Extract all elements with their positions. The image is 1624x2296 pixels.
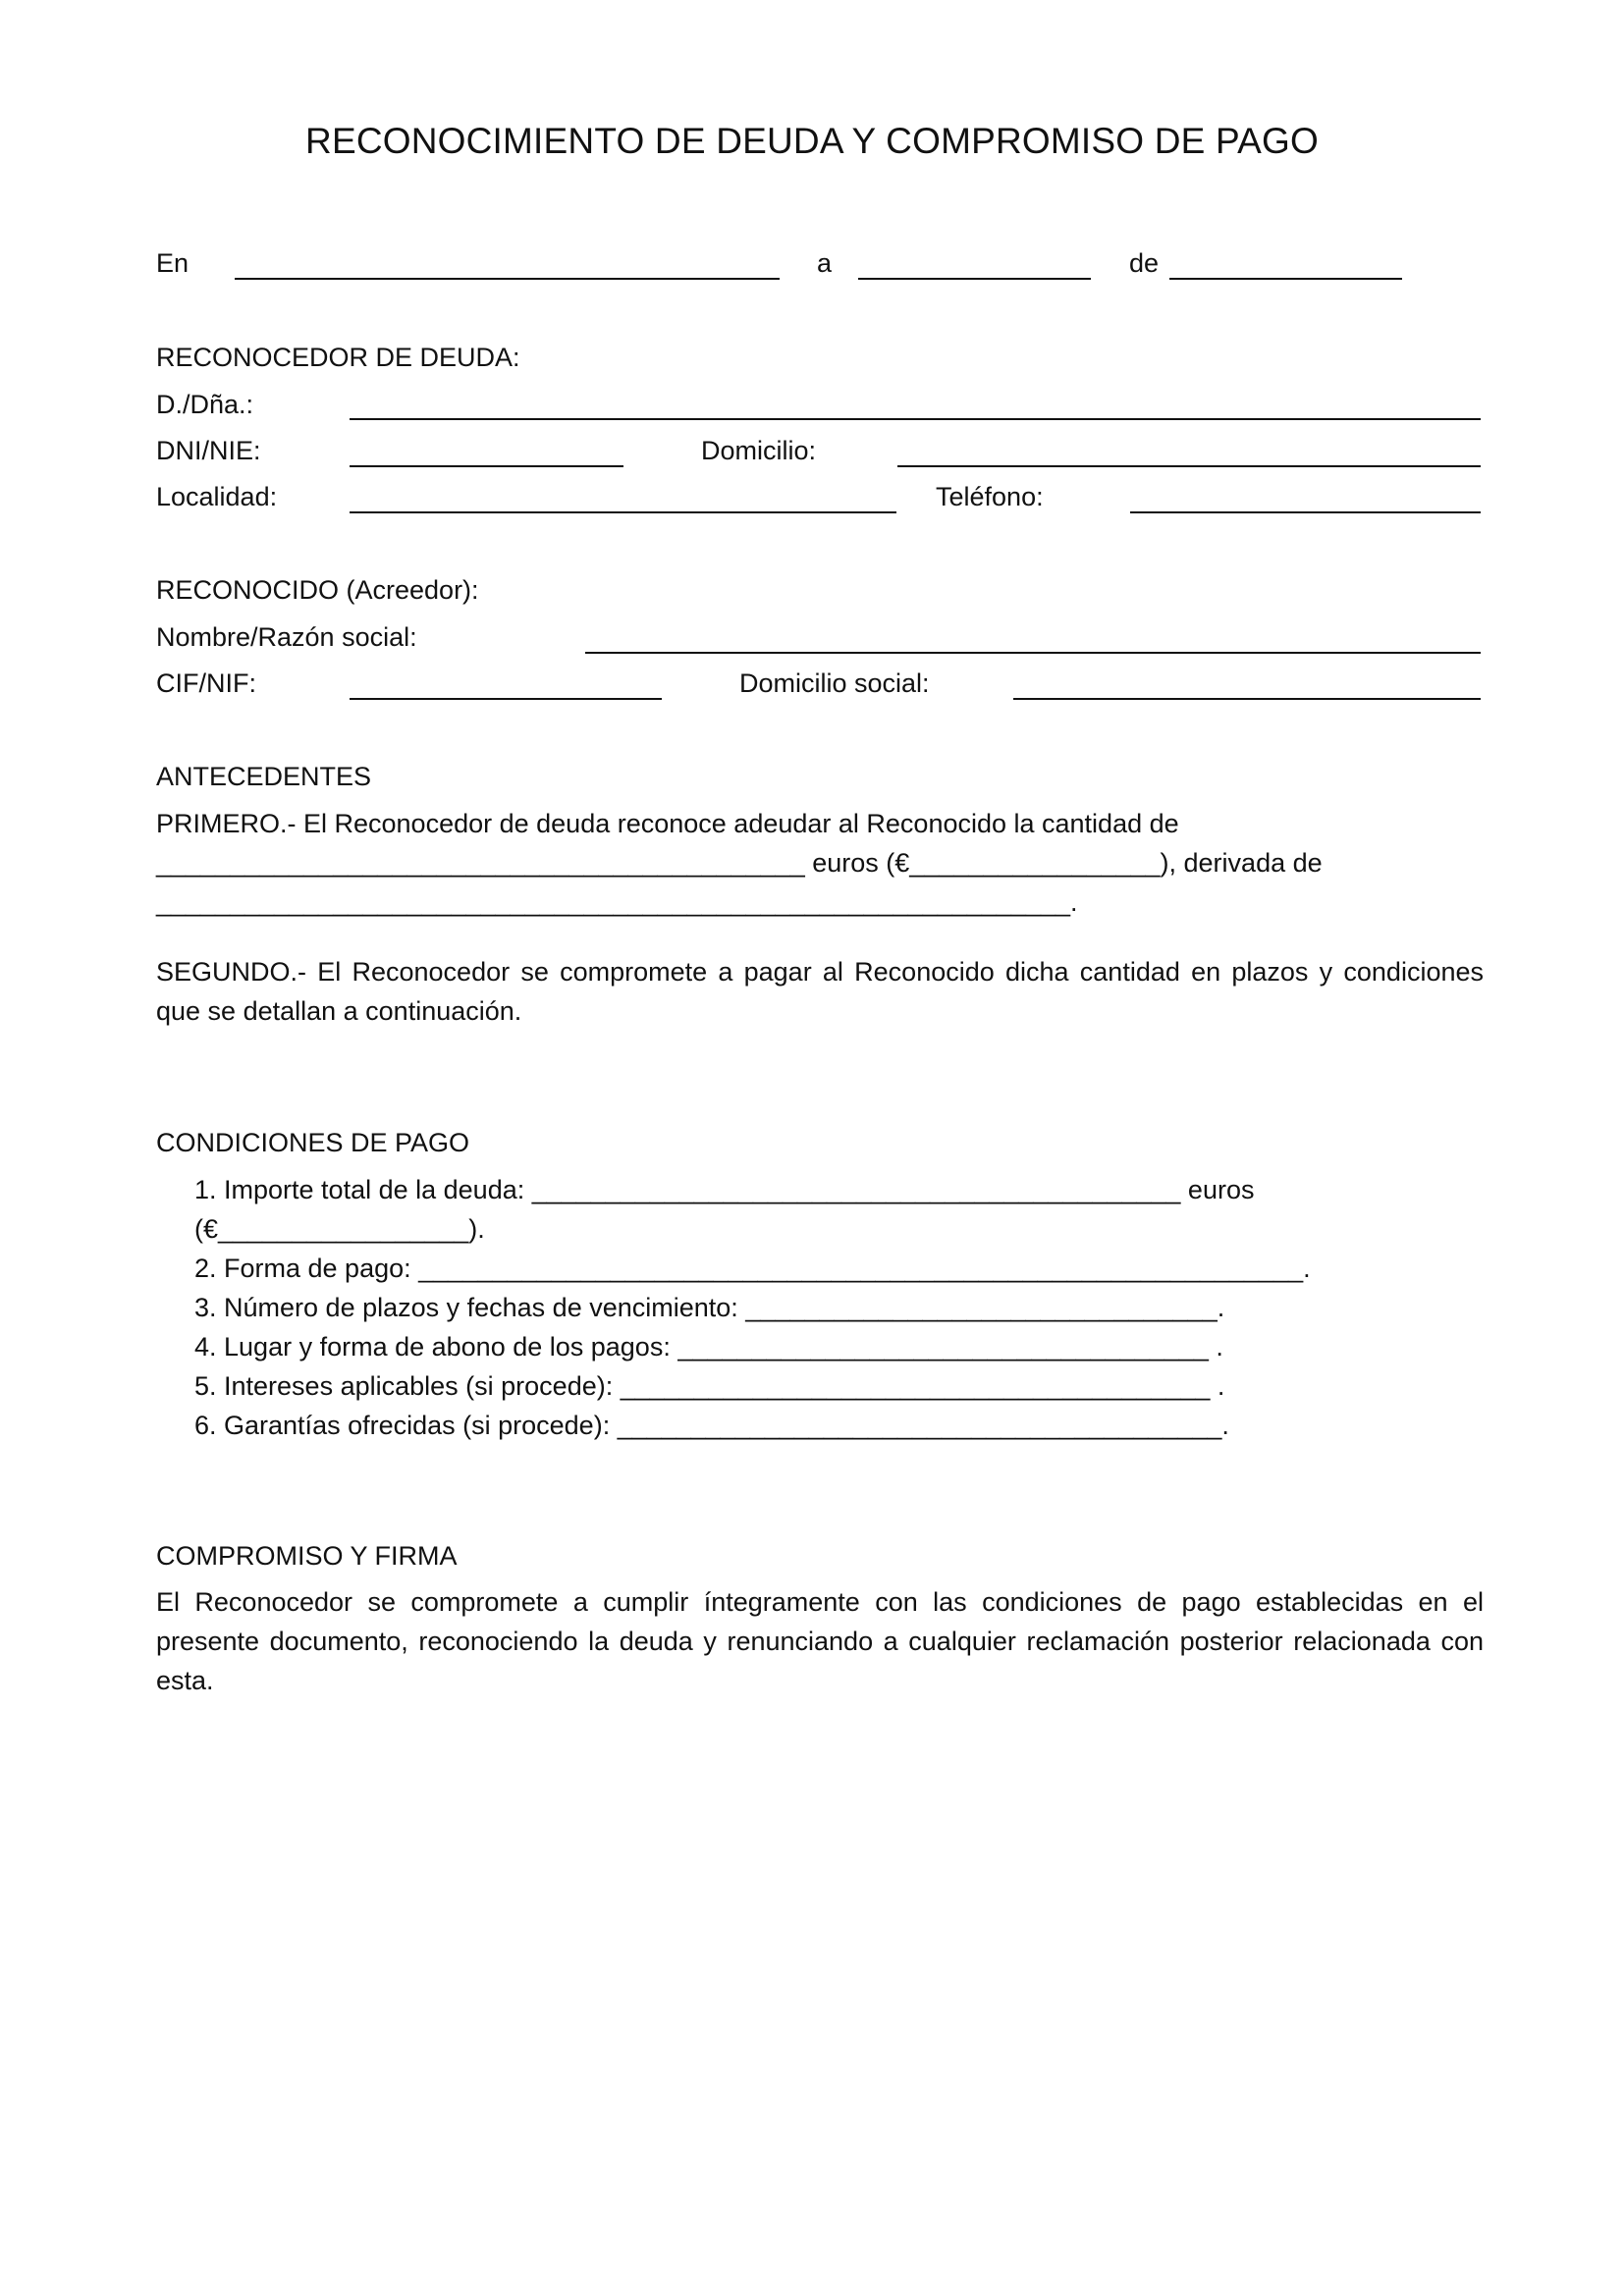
debtor-address-label: Domicilio: <box>701 436 817 465</box>
second-clause: SEGUNDO.- El Reconocedor se compromete a pagar al Reconocido dicha cantidad en plazos y condiciones que se detallan a continuación. <box>156 957 1484 1026</box>
creditor-address-label: Domicilio social: <box>739 668 930 698</box>
debtor-heading: RECONOCEDOR DE DEUDA: <box>156 343 520 372</box>
debtor-city-field[interactable] <box>350 511 896 513</box>
debtor-phone-field[interactable] <box>1130 511 1481 513</box>
condition-item-5: 5. Intereses aplicables (si procede): ________________________________________ . <box>194 1371 1225 1401</box>
commitment-text: El Reconocedor se compromete a cumplir íntegramente con las condiciones de pago establecidas en el presente documento, reconociendo la deuda y renunciando a cualquier reclamación posterior relacionada con esta. <box>156 1587 1484 1695</box>
creditor-heading: RECONOCIDO (Acreedor): <box>156 575 479 605</box>
creditor-cif-field[interactable] <box>350 698 662 700</box>
condition-item-3: 3. Número de plazos y fechas de vencimiento: ________________________________. <box>194 1293 1225 1322</box>
debtor-address-field[interactable] <box>897 465 1481 467</box>
background-heading: ANTECEDENTES <box>156 762 372 791</box>
debtor-phone-label: Teléfono: <box>936 482 1044 511</box>
condition-item-6: 6. Garantías ofrecidas (si procede): _________________________________________. <box>194 1411 1229 1440</box>
condition-item-1: 1. Importe total de la deuda: ____________________________________________ euros <box>194 1175 1255 1204</box>
payment-conditions-heading: CONDICIONES DE PAGO <box>156 1128 470 1157</box>
debtor-name-field[interactable] <box>350 418 1481 420</box>
day-label: a <box>817 248 833 278</box>
month-label: de <box>1129 248 1160 278</box>
condition-item-1-continued: (€_________________). <box>194 1214 485 1244</box>
creditor-name-label: Nombre/Razón social: <box>156 622 417 652</box>
debtor-name-label: D./Dña.: <box>156 390 254 419</box>
condition-item-2: 2. Forma de pago: ____________________________________________________________. <box>194 1254 1311 1283</box>
first-clause-line3: ______________________________________________________________. <box>156 887 1078 917</box>
creditor-cif-label: CIF/NIF: <box>156 668 256 698</box>
debtor-city-label: Localidad: <box>156 482 278 511</box>
commitment-heading: COMPROMISO Y FIRMA <box>156 1541 458 1571</box>
creditor-name-field[interactable] <box>585 652 1481 654</box>
day-field[interactable] <box>858 278 1091 280</box>
debtor-dni-field[interactable] <box>350 465 623 467</box>
first-clause-line1: PRIMERO.- El Reconocedor de deuda reconoce adeudar al Reconocido la cantidad de <box>156 809 1179 838</box>
debtor-dni-label: DNI/NIE: <box>156 436 261 465</box>
condition-item-4: 4. Lugar y forma de abono de los pagos: ____________________________________ . <box>194 1332 1223 1362</box>
month-field[interactable] <box>1169 278 1402 280</box>
document-title: RECONOCIMIENTO DE DEUDA Y COMPROMISO DE PAGO <box>305 121 1319 161</box>
place-field[interactable] <box>235 278 780 280</box>
place-label: En <box>156 248 189 278</box>
creditor-address-field[interactable] <box>1013 698 1481 700</box>
first-clause-line2: ____________________________________________ euros (€_________________), derivada de <box>156 848 1323 878</box>
